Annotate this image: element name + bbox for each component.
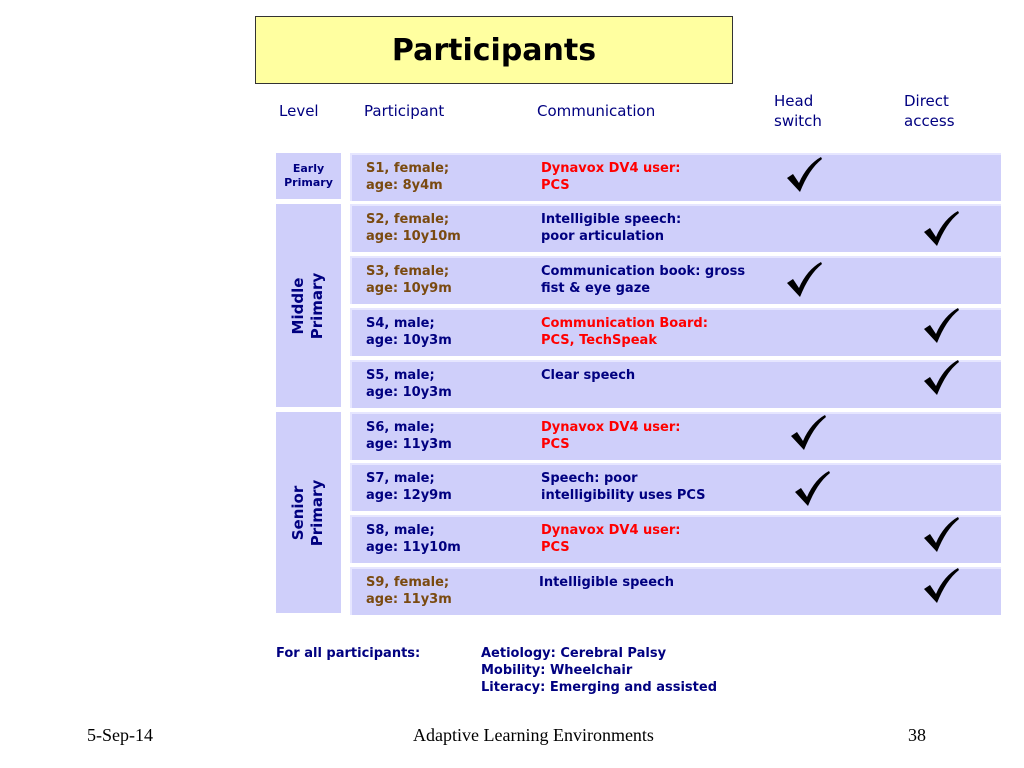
communication-cell xyxy=(541,367,635,384)
participant-cell xyxy=(366,211,461,245)
header-direct-access-line1: Direct xyxy=(904,92,949,110)
communication-cell xyxy=(541,315,708,349)
communication-line1: Dynavox DV4 user: xyxy=(541,523,681,538)
participant-row xyxy=(350,412,1001,460)
participant-row xyxy=(350,360,1001,408)
communication-line1: Dynavox DV4 user: xyxy=(541,161,681,176)
participant-cell xyxy=(366,315,452,349)
footer-aetiology: Aetiology: Cerebral Palsy xyxy=(481,646,667,661)
checkmark-icon xyxy=(921,358,961,398)
participant-id: S6, male; xyxy=(366,420,435,435)
communication-line1: Intelligible speech: xyxy=(541,212,682,227)
communication-cell xyxy=(541,522,680,556)
participant-cell xyxy=(366,470,452,504)
checkmark-icon xyxy=(921,306,961,346)
footer-label: For all participants: xyxy=(276,646,421,661)
participant-age: age: 8y4m xyxy=(366,178,443,193)
header-head-switch-line2: switch xyxy=(774,112,822,130)
communication-cell xyxy=(539,574,674,591)
level-early-line1: Early xyxy=(292,162,325,175)
communication-cell xyxy=(541,419,680,453)
participant-id: S4, male; xyxy=(366,316,435,331)
participant-age: age: 10y3m xyxy=(366,333,452,348)
header-direct-access-line2: access xyxy=(904,112,955,130)
participant-id: S9, female; xyxy=(366,575,450,590)
participant-id: S5, male; xyxy=(366,368,435,383)
participant-age: age: 10y9m xyxy=(366,281,452,296)
communication-line2: intelligibility uses PCS xyxy=(541,488,706,503)
header-head-switch xyxy=(774,91,822,131)
participant-cell xyxy=(366,367,452,401)
level-early-line2: Primary xyxy=(284,176,333,189)
slide-date: 5-Sep-14 xyxy=(87,725,153,745)
level-middle-line1: Middle xyxy=(289,277,308,334)
communication-line2: PCS xyxy=(541,540,570,555)
slide-title: Participants xyxy=(255,16,733,84)
participant-row xyxy=(350,153,1001,201)
communication-cell xyxy=(541,263,745,297)
communication-cell xyxy=(541,160,680,194)
communication-line1: Intelligible speech xyxy=(539,575,674,590)
communication-line1: Communication book: gross xyxy=(541,264,746,279)
participant-row xyxy=(350,256,1001,304)
participant-age: age: 11y3m xyxy=(366,437,452,452)
participant-cell xyxy=(366,263,452,297)
checkmark-icon xyxy=(784,260,824,300)
participant-row xyxy=(350,515,1001,563)
participant-age: age: 11y3m xyxy=(366,592,452,607)
communication-cell xyxy=(541,470,706,504)
level-early-primary xyxy=(276,153,341,199)
header-communication: Communication xyxy=(537,102,656,120)
communication-line1: Speech: poor xyxy=(541,471,638,486)
header-level: Level xyxy=(279,102,319,120)
header-participant: Participant xyxy=(364,102,445,120)
participant-id: S3, female; xyxy=(366,264,450,279)
header-direct-access xyxy=(904,91,955,131)
participant-id: S8, male; xyxy=(366,523,435,538)
participant-row xyxy=(350,463,1001,511)
slide-course-title: Adaptive Learning Environments xyxy=(413,725,654,745)
checkmark-icon xyxy=(792,469,832,509)
participant-cell xyxy=(366,160,449,194)
participant-id: S7, male; xyxy=(366,471,435,486)
communication-line2: fist & eye gaze xyxy=(541,281,651,296)
participant-id: S2, female; xyxy=(366,212,450,227)
communication-line1: Communication Board: xyxy=(541,316,708,331)
participant-age: age: 12y9m xyxy=(366,488,452,503)
communication-line2: PCS, TechSpeak xyxy=(541,333,657,348)
participant-row xyxy=(350,567,1001,615)
header-head-switch-line1: Head xyxy=(774,92,814,110)
participant-age: age: 10y10m xyxy=(366,229,461,244)
checkmark-icon xyxy=(788,413,828,453)
checkmark-icon xyxy=(784,155,824,195)
checkmark-icon xyxy=(921,515,961,555)
level-middle-line2: Primary xyxy=(308,272,327,339)
participant-row xyxy=(350,308,1001,356)
slide-page-number: 38 xyxy=(908,725,926,745)
level-senior-line1: Senior xyxy=(289,485,308,540)
communication-line1: Dynavox DV4 user: xyxy=(541,420,681,435)
participant-cell xyxy=(366,419,452,453)
level-senior-line2: Primary xyxy=(308,479,327,546)
communication-cell xyxy=(541,211,681,245)
checkmark-icon xyxy=(921,566,961,606)
participant-age: age: 11y10m xyxy=(366,540,461,555)
footer-literacy: Literacy: Emerging and assisted xyxy=(481,680,717,695)
level-middle-primary xyxy=(276,204,341,407)
participant-cell xyxy=(366,522,461,556)
communication-line1: Clear speech xyxy=(541,368,636,383)
participant-age: age: 10y3m xyxy=(366,385,452,400)
footer-mobility: Mobility: Wheelchair xyxy=(481,663,633,678)
communication-line2: PCS xyxy=(541,178,570,193)
participant-id: S1, female; xyxy=(366,161,450,176)
participant-cell xyxy=(366,574,452,608)
participant-row xyxy=(350,204,1001,252)
communication-line2: PCS xyxy=(541,437,570,452)
level-senior-primary xyxy=(276,412,341,613)
checkmark-icon xyxy=(921,209,961,249)
communication-line2: poor articulation xyxy=(541,229,665,244)
